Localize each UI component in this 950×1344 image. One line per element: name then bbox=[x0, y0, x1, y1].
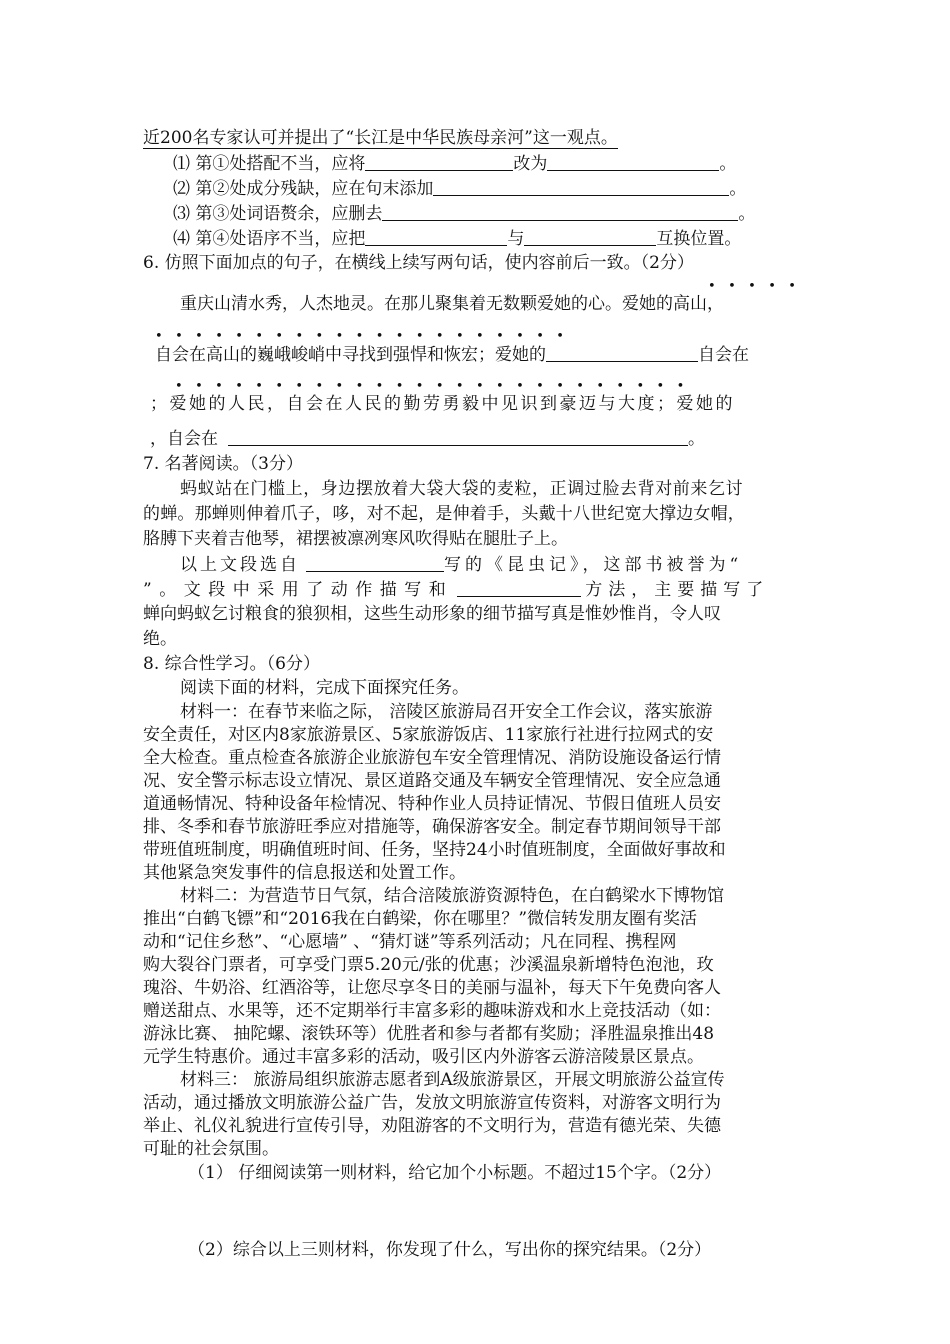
q5-sub4-text-c: 互换位置。 bbox=[656, 229, 742, 249]
q6-line2 bbox=[155, 344, 749, 365]
q6-line4-period: 。 bbox=[688, 429, 705, 449]
q8-task2-answer-area[interactable] bbox=[143, 1266, 803, 1326]
material-one-line: 道通畅情况、特种设备年检情况、特种作业人员持证情况、节假日值班人员安 bbox=[143, 794, 721, 814]
q6-line4 bbox=[150, 428, 705, 449]
q5-sub3-period: 。 bbox=[738, 204, 756, 224]
material-two-line: 瑰浴、牛奶浴、红酒浴等，让您尽享冬日的美丽与温补，每天下午免费向客人 bbox=[143, 978, 721, 998]
material-three-line: 可耻的社会氛围。 bbox=[143, 1139, 279, 1159]
material-two-line: 元学生特惠价。通过丰富多彩的活动，吸引区内外游客云游涪陵景区景点。 bbox=[143, 1047, 704, 1067]
q8-task1: （1） 仔细阅读第一则材料，给它加个小标题。不超过15个字。（2分） bbox=[188, 1163, 722, 1183]
material-three-line: 材料三： 旅游局组织旅游志愿者到A级旅游景区，开展文明旅游公益宣传 bbox=[180, 1070, 725, 1090]
material-two-line: 游泳比赛、 抽陀螺、滚铁环等）优胜者和参与者都有奖励；泽胜温泉推出48 bbox=[143, 1024, 715, 1044]
material-one-line: 况、安全警示标志设立情况、景区道路交通及车辆安全管理情况、安全应急通 bbox=[143, 771, 721, 791]
material-one-line: 材料一：在春节来临之际， 涪陵区旅游局召开安全工作会议，落实旅游 bbox=[180, 702, 713, 722]
q7-passage-line1: 蚂蚁站在门槛上，身边摆放着大袋大袋的麦粒，正调过脸去背对前来乞讨 bbox=[180, 479, 744, 499]
q5-sub1 bbox=[173, 153, 736, 174]
q7-method-blank[interactable] bbox=[457, 579, 581, 597]
emphasis-dots-1: • • • • • bbox=[708, 279, 796, 294]
q5-sub3-blank[interactable] bbox=[382, 203, 738, 221]
q7-passage-line2: 的蝉。那蝉则伸着爪子，哆，对不起，是伸着手，头戴十八世纪宽大撑边女帽， bbox=[143, 504, 745, 524]
q6-line2-text-b: 自会在 bbox=[698, 345, 749, 365]
q5-sub4-text-b: 与 bbox=[507, 229, 525, 249]
material-one-line: 安全责任，对区内8家旅游景区、5家旅游饭店、11家旅行社进行拉网式的安 bbox=[143, 725, 714, 745]
emphasis-dots-3: • • • • • • • • • • • • • • • • • • • • • • • • • • bbox=[175, 379, 685, 394]
q7-question-line2 bbox=[143, 579, 769, 600]
q5-sub2-text: ⑵ 第②处成分残缺，应在句末添加 bbox=[173, 179, 434, 199]
q5-sub2 bbox=[173, 178, 746, 199]
material-one-line: 其他紧急突发事件的信息报送和处置工作。 bbox=[143, 863, 466, 883]
q6-line1: 重庆山清水秀，人杰地灵。在那儿聚集着无数颗爱她的心。爱她的高山， bbox=[180, 294, 724, 314]
q8-heading: 8. 综合性学习。（6分） bbox=[143, 654, 320, 674]
q5-sub2-blank[interactable] bbox=[433, 178, 729, 196]
q7-question-line3: 蝉向蚂蚁乞讨粮食的狼狈相，这些生动形象的细节描写真是惟妙惟肖，令人叹 bbox=[143, 604, 721, 624]
q6-heading: 6. 仿照下面加点的句子，在横线上续写两句话，使内容前后一致。（2分） bbox=[143, 253, 694, 273]
q6-line2-blank[interactable] bbox=[546, 344, 698, 362]
material-two-line: 动和“记住乡愁”、“心愿墙” 、“猜灯谜”等系列活动；凡在同程、携程网 bbox=[143, 932, 677, 952]
q5-sub1-period: 。 bbox=[719, 154, 737, 174]
material-one-line: 排、冬季和春节旅游旺季应对措施等，确保游客安全。制定春节期间领导干部 bbox=[143, 817, 721, 837]
q7-heading: 7. 名著阅读。（3分） bbox=[143, 454, 303, 474]
q5-sub3 bbox=[173, 203, 755, 224]
emphasis-dots-2: • • • • • • • • • • • • • • • • • • • • • bbox=[155, 329, 564, 344]
q5-sub1-text-b: 改为 bbox=[513, 154, 548, 174]
q5-sub2-period: 。 bbox=[729, 179, 747, 199]
material-two-line: 推出“白鹤飞镖”和“2016我在白鹤梁，你在哪里？”微信转发朋友圈有奖活 bbox=[143, 909, 698, 929]
q5-context-line: 近200名专家认可并提出了“长江是中华民族母亲河”这一观点。 bbox=[143, 128, 618, 148]
q6-line4-blank[interactable] bbox=[228, 428, 688, 446]
q7-q-text-d: 方法，主要描写了 bbox=[585, 580, 770, 600]
material-two-line: 购大裂谷门票者，可享受门票5.20元/张的优惠；沙溪温泉新增特色泡池，玫 bbox=[143, 955, 714, 975]
q5-sub4-blank-b[interactable] bbox=[524, 228, 656, 246]
q8-task1-answer-area[interactable] bbox=[143, 1188, 803, 1228]
material-one-line: 全大检查。重点检查各旅游企业旅游包车安全管理情况、消防设施设备运行情 bbox=[143, 748, 721, 768]
q5-sub4-text-a: ⑷ 第④处语序不当，应把 bbox=[173, 229, 366, 249]
q6-line4-text-a: ，自会在 bbox=[150, 429, 218, 449]
material-three-line: 举止、礼仪礼貌进行宣传引导，劝阻游客的不文明行为，营造有德光荣、失德 bbox=[143, 1116, 721, 1136]
q5-sub4-blank-a[interactable] bbox=[365, 228, 507, 246]
q5-sub4 bbox=[173, 228, 741, 249]
q7-q-text-a: 以上文段选自 bbox=[180, 555, 300, 575]
q6-line2-text-a: 自会在高山的巍峨峻峭中寻找到强悍和恢宏；爱她的 bbox=[155, 345, 546, 365]
q6-line3: ；爱她的人民，自会在人民的勤劳勇毅中见识到豪迈与大度；爱她的 bbox=[150, 394, 735, 414]
q7-passage-line3: 胳膊下夹着吉他琴，裙摆被凛冽寒风吹得贴在腿肚子上。 bbox=[143, 529, 568, 549]
q7-author-blank[interactable] bbox=[306, 554, 444, 572]
q8-intro: 阅读下面的材料，完成下面探究任务。 bbox=[180, 678, 469, 698]
material-one-line: 带班值班制度，明确值班时间、任务，坚持24小时值班制度，全面做好事故和 bbox=[143, 840, 726, 860]
material-three-line: 活动，通过播放文明旅游公益广告，发放文明旅游宣传资料，对游客文明行为 bbox=[143, 1093, 721, 1113]
q5-sub1-blank-b[interactable] bbox=[547, 153, 719, 171]
q7-q-text-b: 写的《昆虫记》，这部书被誉为“ bbox=[444, 555, 743, 575]
q8-task2: （2）综合以上三则材料，你发现了什么，写出你的探究结果。（2分） bbox=[188, 1240, 712, 1260]
q5-sub3-text: ⑶ 第③处词语赘余，应删去 bbox=[173, 204, 383, 224]
material-two-line: 材料二：为营造节日气氛，结合涪陵旅游资源特色，在白鹤梁水下博物馆 bbox=[180, 886, 724, 906]
q7-question-line1 bbox=[180, 554, 742, 575]
q5-sub1-blank-a[interactable] bbox=[365, 153, 513, 171]
q5-sub1-text-a: ⑴ 第①处搭配不当，应将 bbox=[173, 154, 366, 174]
material-two-line: 赠送甜点、水果等，还不定期举行丰富多彩的趣味游戏和水上竞技活动（如： bbox=[143, 1001, 721, 1021]
q7-q-text-c: ”。文段中采用了动作描写和 bbox=[143, 580, 454, 600]
q7-question-line4: 绝。 bbox=[143, 629, 177, 649]
